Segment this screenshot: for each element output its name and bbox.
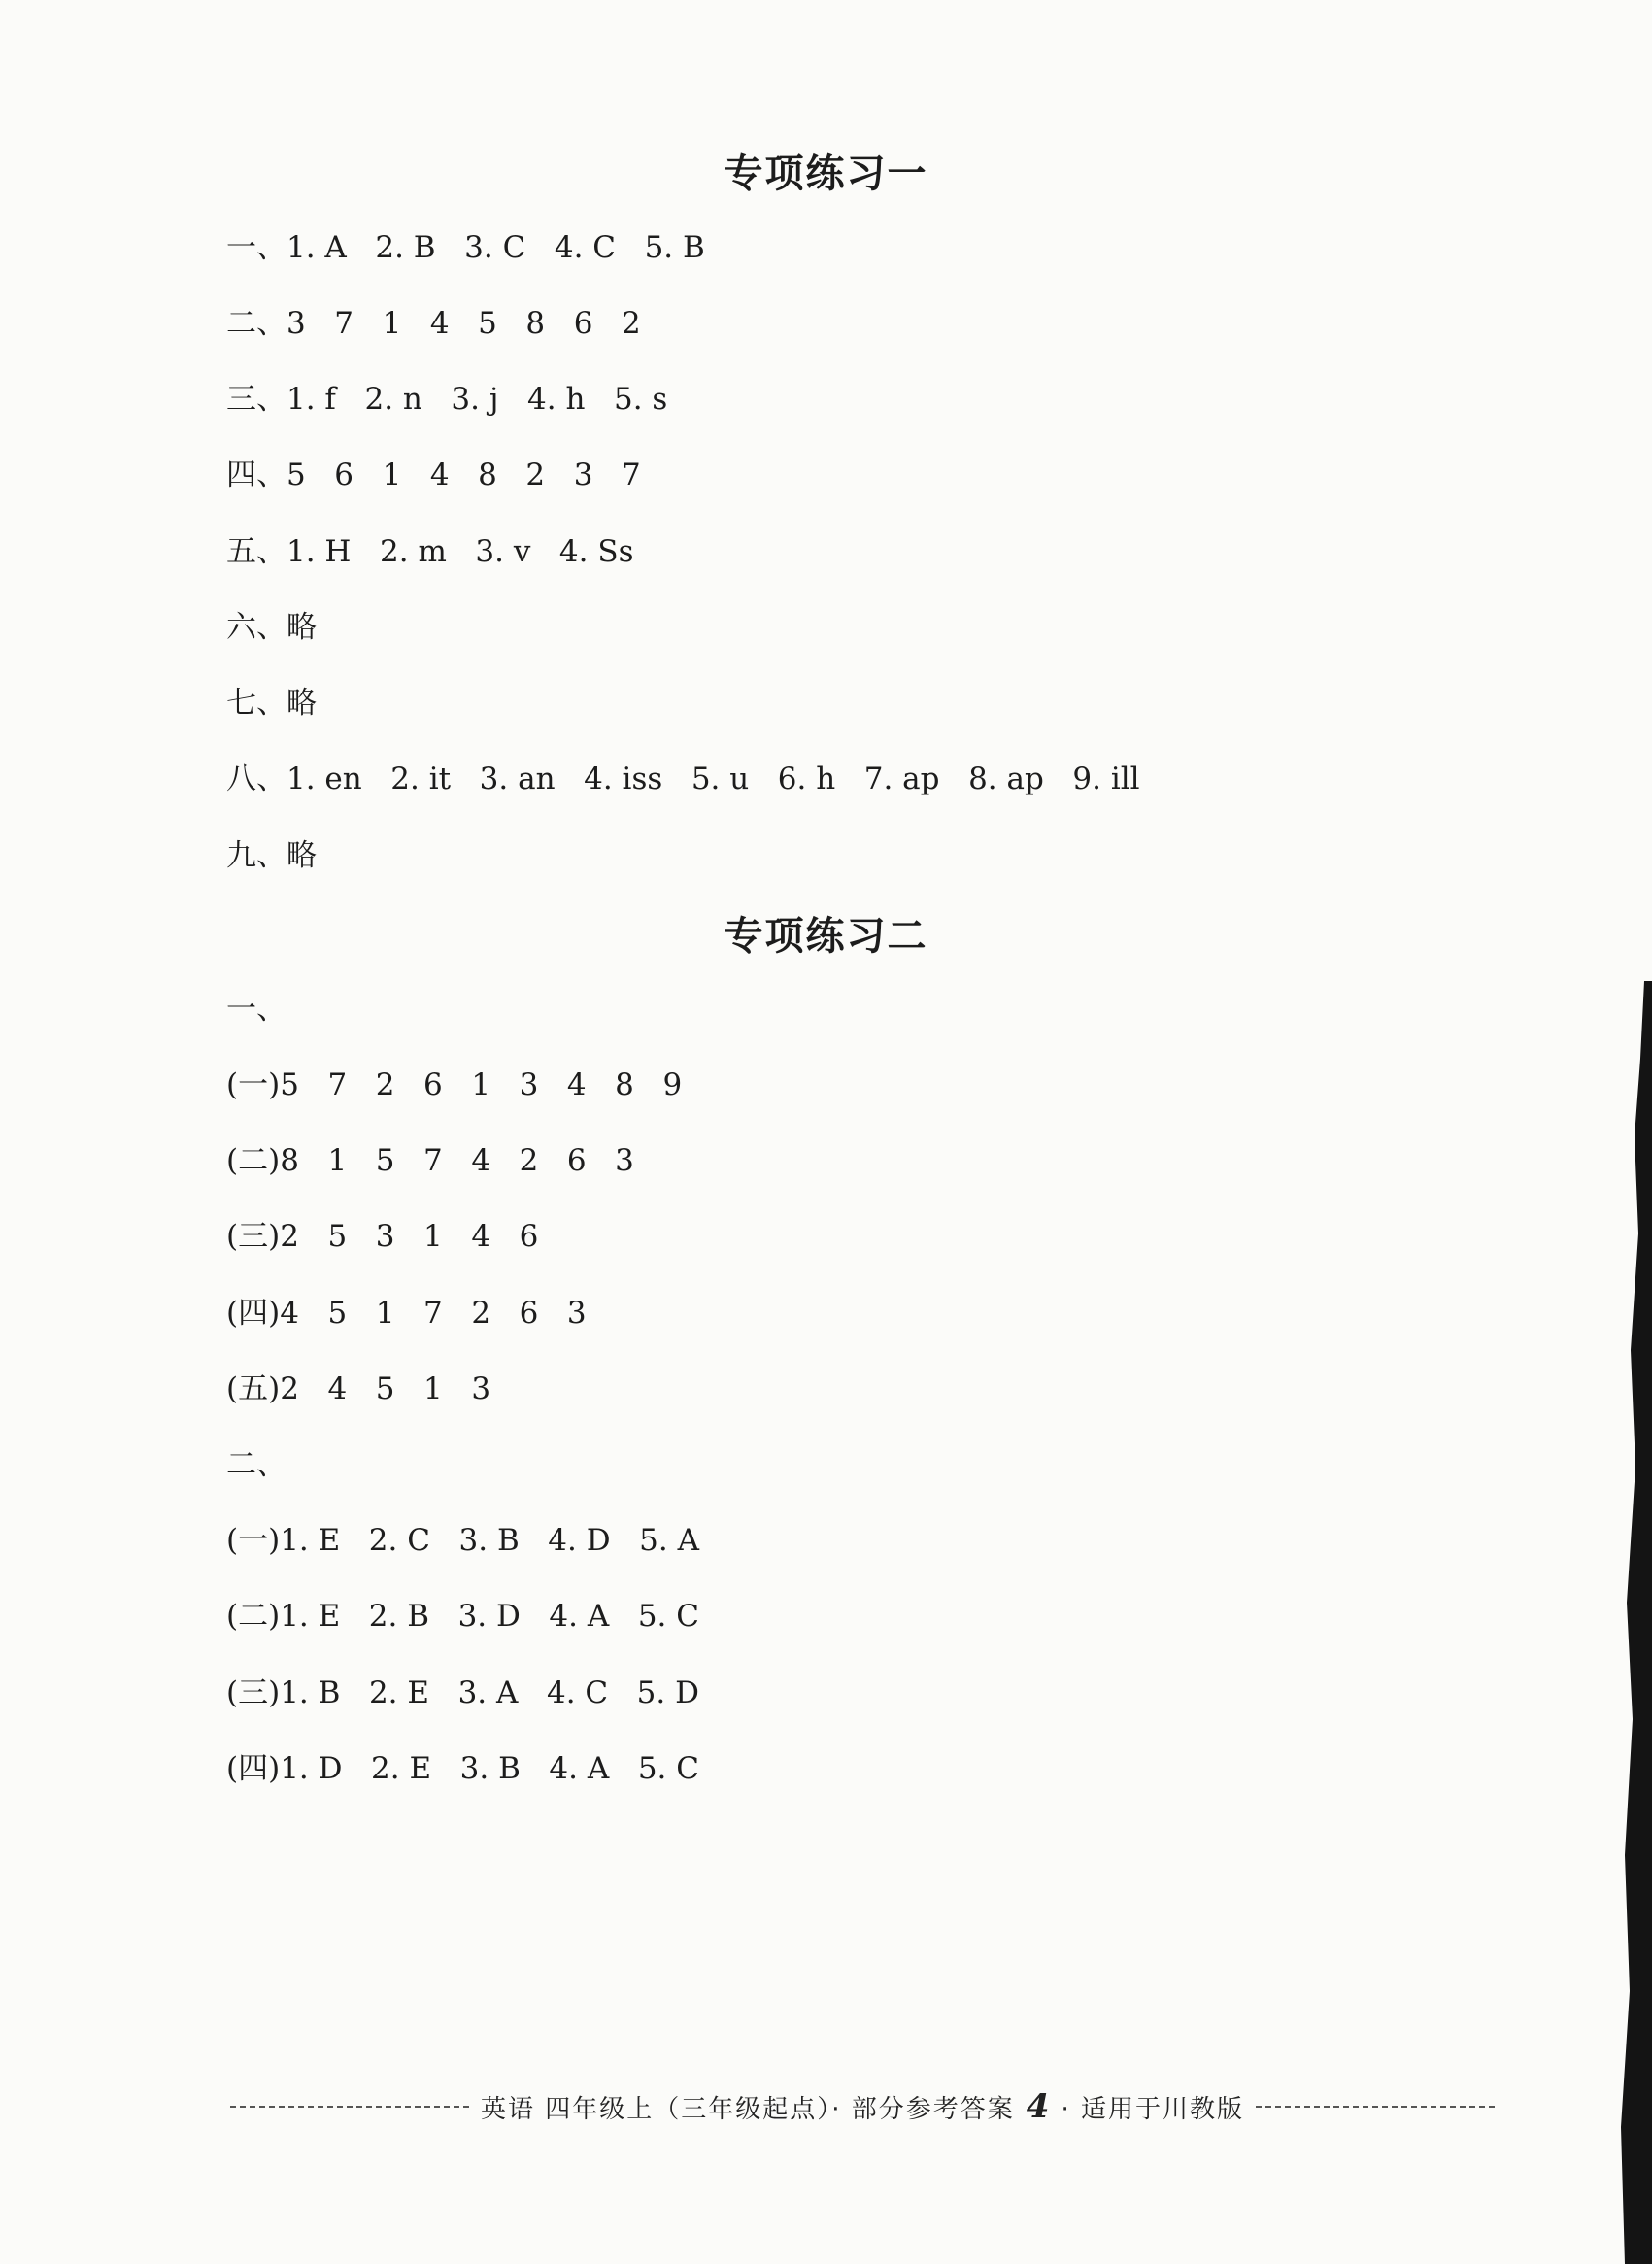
answer-line: 九、略: [226, 838, 317, 873]
footer-right-text: · 适用于川教版: [1061, 2094, 1244, 2124]
scan-shadow-edge: [1605, 981, 1652, 2264]
answer-line: 一、: [226, 992, 287, 1027]
answer-line: 五、1. H 2. m 3. v 4. Ss: [226, 534, 634, 569]
answer-line: 四、5 6 1 4 8 2 3 7: [226, 457, 641, 492]
footer-left-text: 英语 四年级上（三年级起点）· 部分参考答案: [481, 2094, 1015, 2124]
answer-line: (五)2 4 5 1 3: [226, 1371, 491, 1406]
answer-line: (三)1. B 2. E 3. A 4. C 5. D: [226, 1675, 699, 1710]
answer-line: 六、略: [226, 610, 317, 645]
answer-line: (四)4 5 1 7 2 6 3: [226, 1296, 587, 1331]
answer-line: (三)2 5 3 1 4 6: [226, 1219, 539, 1254]
answer-line: 一、1. A 2. B 3. C 4. C 5. B: [226, 230, 705, 265]
answer-line: 二、3 7 1 4 5 8 6 2: [226, 306, 641, 341]
footer-dash-right: [1256, 2106, 1495, 2108]
section-title-1: 专项练习一: [724, 152, 928, 196]
answer-line: 七、略: [226, 686, 317, 721]
answer-line: (二)1. E 2. B 3. D 4. A 5. C: [226, 1599, 699, 1634]
answer-line: (一)5 7 2 6 1 3 4 8 9: [226, 1067, 683, 1102]
answer-line: (二)8 1 5 7 4 2 6 3: [226, 1143, 634, 1178]
answer-line: 三、1. f 2. n 3. j 4. h 5. s: [226, 382, 668, 417]
section-title-2: 专项练习二: [724, 914, 928, 959]
page-number: 4: [1026, 2087, 1050, 2126]
answer-line: (一)1. E 2. C 3. B 4. D 5. A: [226, 1523, 699, 1558]
page-footer: [230, 2087, 1495, 2126]
answer-line: 八、1. en 2. it 3. an 4. iss 5. u 6. h 7. ap 8. ap 9. ill: [226, 761, 1140, 796]
answer-line: (四)1. D 2. E 3. B 4. A 5. C: [226, 1751, 699, 1786]
footer-dash-left: [230, 2106, 469, 2108]
answer-line: 二、: [226, 1447, 287, 1482]
